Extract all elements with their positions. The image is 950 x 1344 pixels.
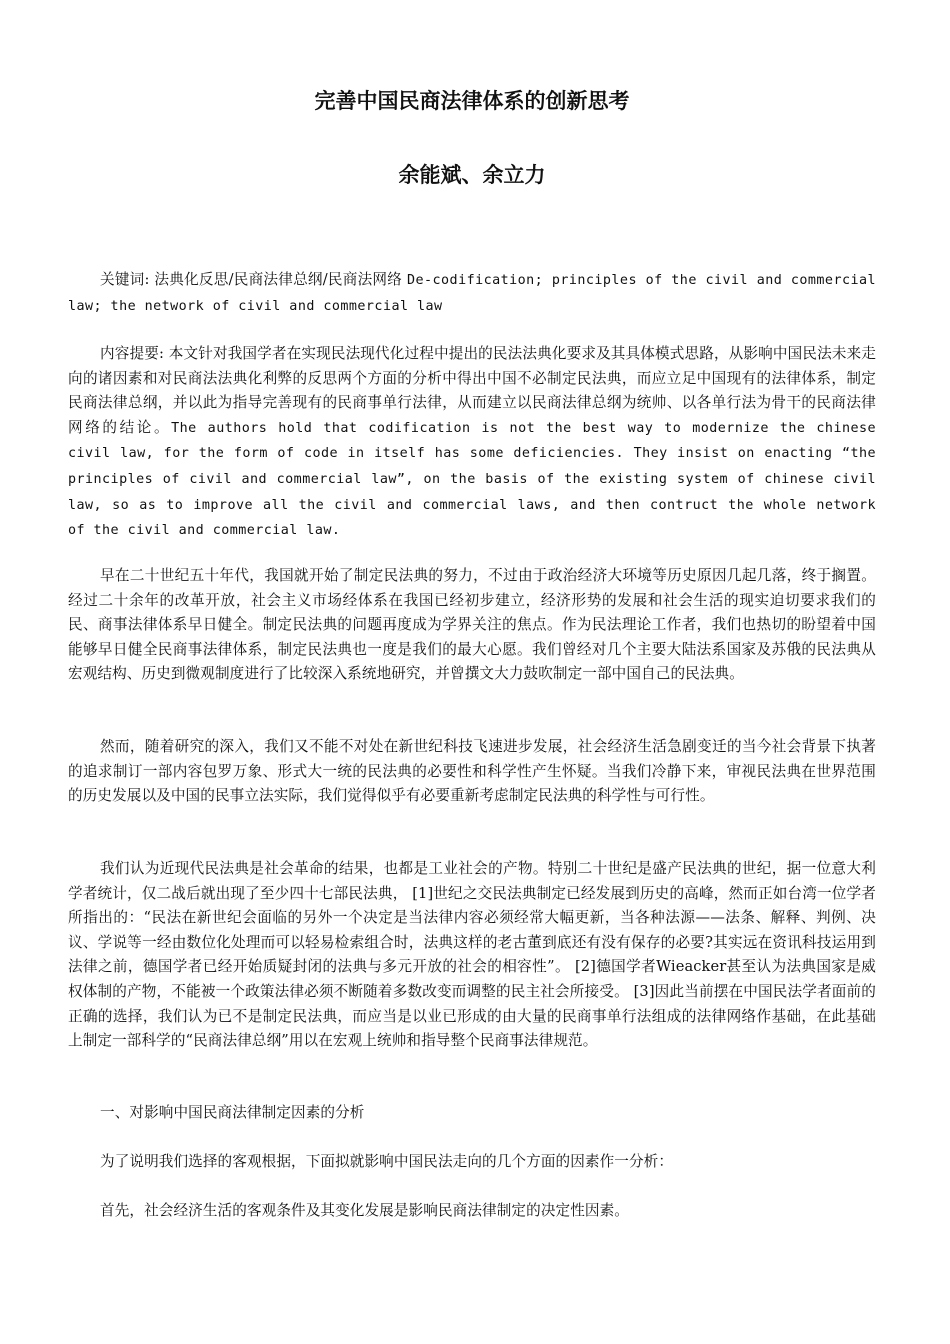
section-heading-1: 一、对影响中国民商法律制定因素的分析 xyxy=(100,1104,365,1121)
abstract-paragraph xyxy=(68,342,876,544)
body-paragraph-1: 早在二十世纪五十年代，我国就开始了制定民法典的努力，不过由于政治经济大环境等历史原因几起几落，终于搁置。经过二十余年的改革开放，社会主义市场经体系在我国已经初步建立，经济形势的发展和社会生活的现实迫切要求我们的民、商事法律体系早日健全。制定民法典的问题再度成为学界关注的焦点。作为民法理论工作者，我们也热切的盼望着中国能够早日健全民商事法律体系，制定民法典也一度是我们的最大心愿。我们曾经对几个主要大陆法系国家及苏俄的民法典从宏观结构、历史到微观制度进行了比较深入系统地研究，并曾撰文大力鼓吹制定一部中国自己的民法典。 xyxy=(68,567,876,683)
body-paragraph-4: 为了说明我们选择的客观根据，下面拟就影响中国民法走向的几个方面的因素作一分析： xyxy=(100,1153,674,1170)
keywords-cn: 法典化反思/民商法律总纲/民商法网络 xyxy=(154,271,403,288)
body-paragraph-2: 然而，随着研究的深入，我们又不能不对处在新世纪科技飞速进步发展，社会经济生活急剧变迁的当今社会背景下执著的追求制订一部内容包罗万象、形式大一统的民法典的必要性和科学性产生怀疑。当我们冷静下来，审视民法典在世界范围的历史发展以及中国的民事立法实际，我们觉得似乎有必要重新考虑制定民法典的科学性与可行性。 xyxy=(68,738,876,805)
body-paragraph-5: 首先，社会经济生活的客观条件及其变化发展是影响民商法律制定的决定性因素。 xyxy=(100,1202,629,1219)
body-paragraph-3: 我们认为近现代民法典是社会革命的结果，也都是工业社会的产物。特别二十世纪是盛产民法典的世纪，据一位意大利学者统计，仅二战后就出现了至少四十七部民法典， [1]世纪之交民法典制定已经发展到历史的高峰，然而正如台湾一位学者所指出的：“民法在新世纪会面临的另外一个决定是当法律内容必须经常大幅更新，当各种法源——法条、解释、判例、决议、学说等一经由数位化处理而可以轻易检索组合时，法典这样的老古董到底还有没有保存的必要?其实远在资讯科技运用到法律之前，德国学者已经开始质疑封闭的法典与多元开放的社会的相容性”。 [2]德国学者Wieacker甚至认为法典国家是威权体制的产物，不能被一个政策法律必须不断随着多数改变而调整的民主社会所接受。 [3]因此当前摆在中国民法学者面前的正确的选择，我们认为已不是制定民法典，而应当是以业已形成的由大量的民商事单行法组成的法律网络作基础，在此基础上制定一部科学的“民商法律总纲”用以在宏观上统帅和指导整个民商事法律规范。 xyxy=(68,860,876,1050)
abstract-label: 内容提要: xyxy=(100,345,164,362)
abstract-cn: 本文针对我国学者在实现民法现代化过程中提出的民法法典化要求及其具体模式思路，从影响中国民法未来走向的诸因素和对民商法法典化利弊的反思两个方面的分析中得出中国不必制定民法典，而应立足中国现有的法律体系，制定民商法律总纲，并以此为指导完善现有的民商事单行法律，从而建立以民商法律总纲为统帅、以各单行法为骨干的民商法律网络的结论。 xyxy=(68,345,876,436)
article-authors: 余能斌、余立力 xyxy=(398,162,546,187)
abstract-en: The authors hold that codification is not the best way to modernize the chinese civil law, for the form of code in itself has some deficiencies. They insist on enacting “the principles of civil and commercial law”, on the basis of the existing system of chinese civil law, so as to improve all the civil and commercial laws, and then contruct the whole network of the civil and commercial law. xyxy=(68,420,877,539)
keywords-en: De-codification; principles of the civil and commercial law; the network of civil and commercial law xyxy=(68,273,876,314)
keywords-label: 关键词: xyxy=(100,271,150,288)
keywords-paragraph xyxy=(68,268,876,319)
article-title: 完善中国民商法律体系的创新思考 xyxy=(314,88,630,113)
